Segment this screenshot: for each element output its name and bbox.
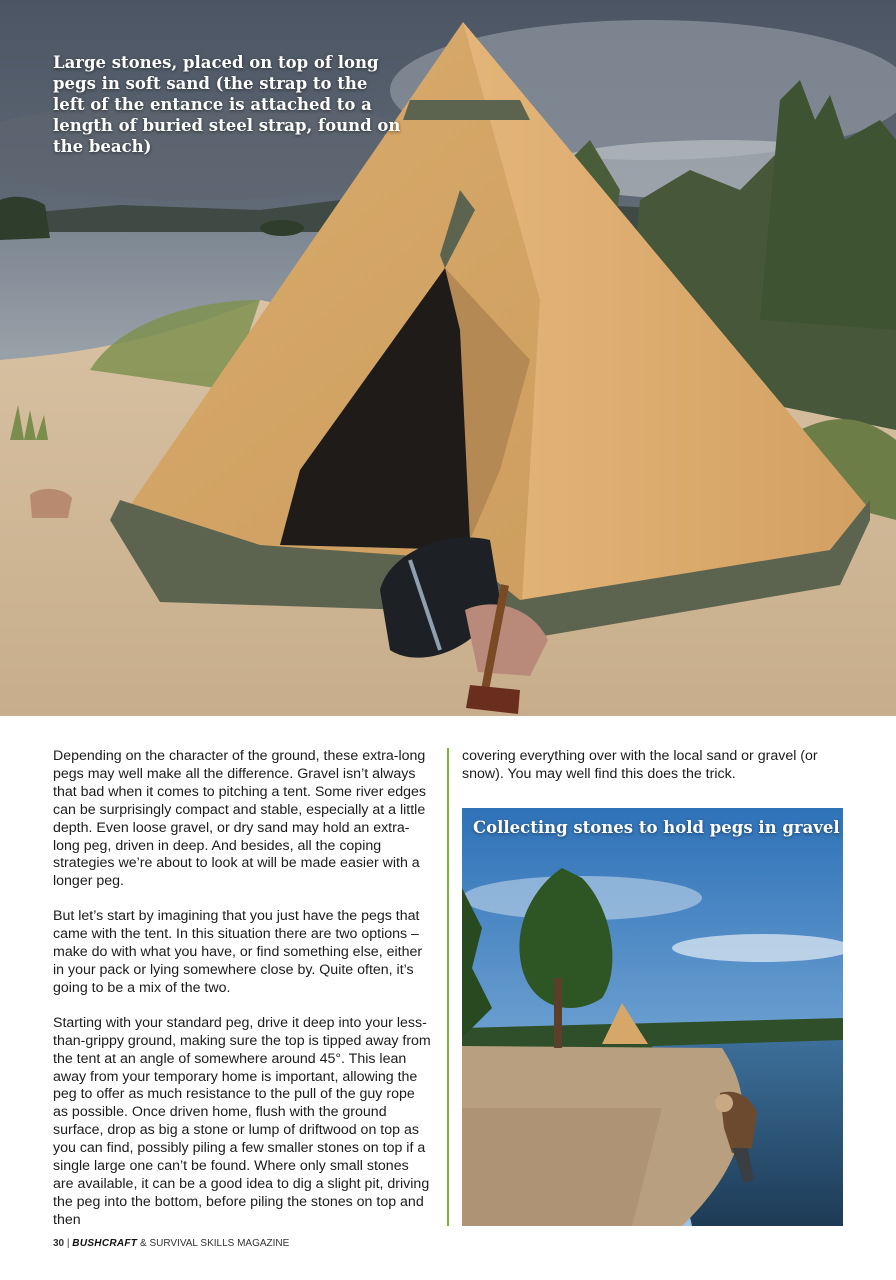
body-paragraph-3: Starting with your standard peg, drive it deep into your less-than-grippy ground, making sure the top is tipped away from the tent at an angle of somewhere around 45°. This lean away from your temporary home is important, allowing the peg to offer as much resistance to the pull of the guy rope as possible. Once driven home, flush with the ground surface, drop as big a stone or lump of driftwood on top as you can find, possibly piling a few smaller stones on top if a single large one can’t be found. Where only small stones are available, it can be a good idea to dig a slight pit, driving the peg into the bottom, before piling the stones on top and then [53, 1014, 431, 1228]
left-column [53, 748, 431, 1247]
body-paragraph-1: Depending on the character of the ground, these extra-long pegs may well make all the difference. Gravel isn’t always that bad when it comes to pitching a tent. Some river edges can be surprisingly compact and stable, especially at a little depth. Even loose gravel, or dry sand may hold an extra-long peg, driven in deep. And besides, all the coping strategies we’re about to look at will be made easier with a longer peg. [53, 748, 427, 890]
page-footer [53, 1238, 289, 1249]
magazine-brand: BUSHCRAFT [72, 1238, 138, 1249]
page-number: 30 [53, 1238, 65, 1249]
gravel-beach-photo [462, 808, 843, 1226]
photo-caption: Collecting stones to hold pegs in gravel [473, 818, 840, 837]
magazine-name: & SURVIVAL SKILLS MAGAZINE [140, 1238, 290, 1249]
column-divider [447, 748, 449, 1226]
right-column [462, 748, 846, 801]
hero-caption: Large stones, placed on top of long pegs in soft sand (the strap to the left of the entance is attached to a length of buried steel strap, found on the beach) [53, 53, 401, 156]
footer-separator: | [66, 1238, 70, 1249]
body-paragraph-continued: covering everything over with the local sand or gravel (or snow). You may well find this does the trick. [462, 748, 818, 782]
collecting-stones-illustration [462, 808, 843, 1226]
body-paragraph-2: But let’s start by imagining that you just have the pegs that came with the tent. In this situation there are two options – make do with what you have, or find something else, either in your pack or lying somewhere close by. Quite often, it’s going to be a mix of the two. [53, 908, 423, 996]
